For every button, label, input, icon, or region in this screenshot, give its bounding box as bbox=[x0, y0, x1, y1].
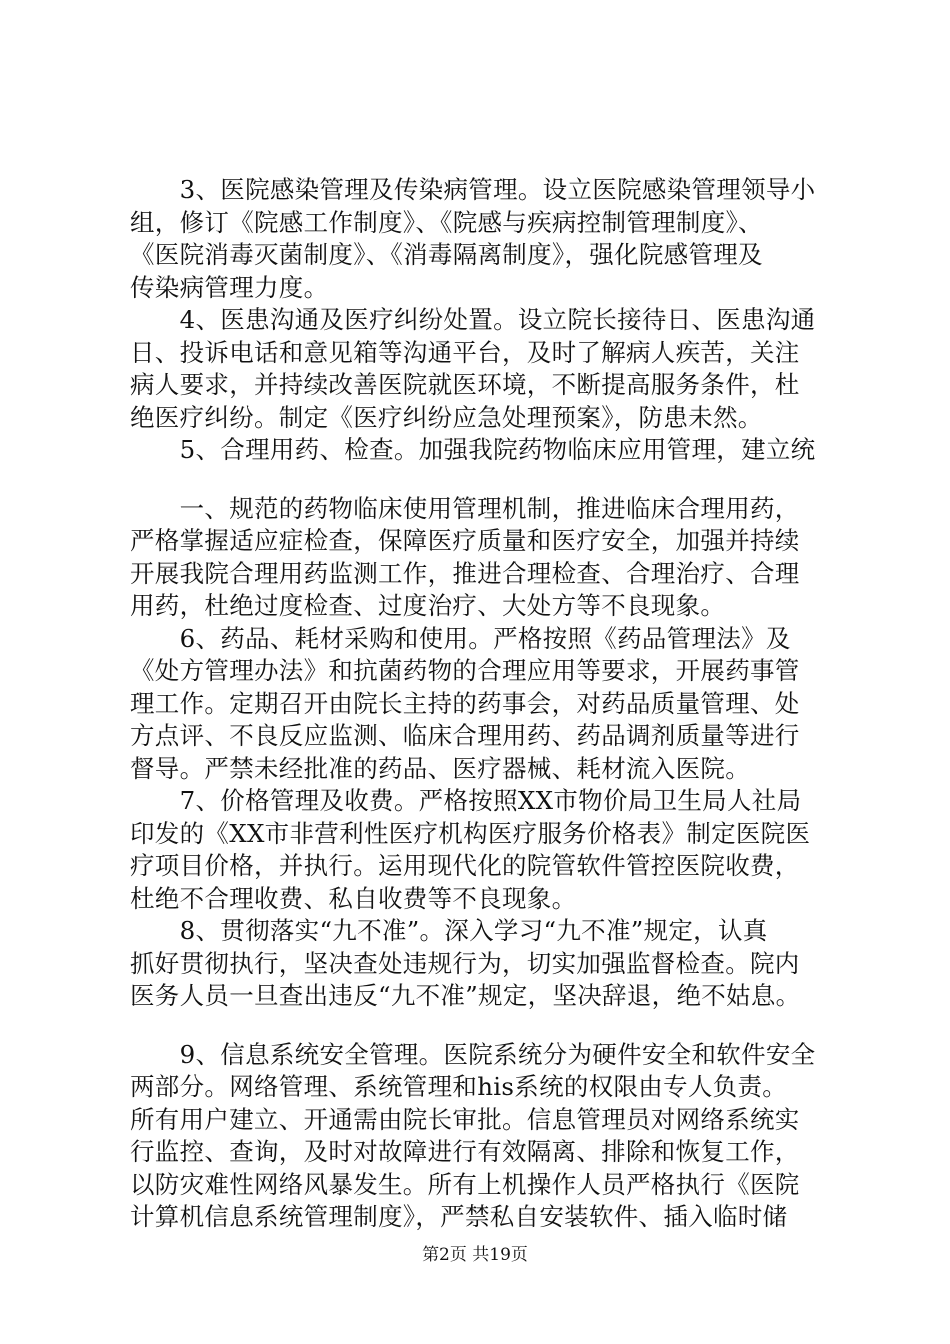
text-line: 医务人员一旦查出违反“九不准”规定，坚决辞退，绝不姑息。 bbox=[130, 981, 801, 1010]
text-line: 印发的《XX市非营利性医疗机构医疗服务价格表》制定医院医 bbox=[130, 818, 811, 848]
text-line: 3、医院感染管理及传染病管理。设立医院感染管理领导小 bbox=[130, 175, 816, 204]
text-line: 行监控、查询，及时对故障进行有效隔离、排除和恢复工作， bbox=[130, 1137, 800, 1166]
paragraph-5-continued bbox=[130, 493, 830, 623]
text-line: 抓好贯彻执行，坚决查处违规行为，切实加强监督检查。院内 bbox=[130, 948, 800, 978]
text-line: 督导。严禁未经批准的药品、医疗器械、耗材流入医院。 bbox=[130, 753, 750, 783]
paragraph-8 bbox=[130, 915, 830, 1013]
paragraph-5 bbox=[130, 434, 830, 467]
text-line: 两部分。网络管理、系统管理和his系统的权限由专人负责。 bbox=[130, 1072, 788, 1101]
document-body bbox=[130, 174, 830, 1234]
page-footer: 第2页 共19页 bbox=[422, 1245, 528, 1265]
text-line: 杜绝不合理收费、私自收费等不良现象。 bbox=[130, 883, 577, 913]
paragraph-7 bbox=[130, 785, 830, 915]
text-line: 日、投诉电话和意见箱等沟通平台，及时了解病人疾苦，关注 bbox=[130, 337, 800, 367]
text-line: 5、合理用药、检查。加强我院药物临床应用管理，建立统 bbox=[130, 435, 816, 464]
text-line: 理工作。定期召开由院长主持的药事会，对药品质量管理、处 bbox=[130, 688, 800, 718]
text-line: 用药，杜绝过度检查、过度治疗、大处方等不良现象。 bbox=[130, 591, 726, 620]
paragraph-3 bbox=[130, 174, 830, 304]
text-line: 严格掌握适应症检查，保障医疗质量和医疗安全，加强并持续 bbox=[130, 526, 800, 555]
text-line: 病人要求，并持续改善医院就医环境，不断提高服务条件，杜 bbox=[130, 370, 800, 399]
text-line: 7、价格管理及收费。严格按照XX市物价局卫生局人社局 bbox=[130, 786, 802, 815]
paragraph-gap bbox=[130, 1013, 830, 1039]
text-line: 8、贯彻落实“九不准”。深入学习“九不准”规定，认真 bbox=[130, 916, 768, 945]
text-line: 传染病管理力度。 bbox=[130, 272, 329, 302]
text-line: 所有用户建立、开通需由院长审批。信息管理员对网络系统实 bbox=[130, 1104, 800, 1134]
paragraph-6 bbox=[130, 623, 830, 786]
text-line: 疗项目价格，并执行。运用现代化的院管软件管控医院收费， bbox=[130, 851, 800, 880]
text-line: 组，修订《院感工作制度》、《院感与疾病控制管理制度》、 bbox=[130, 207, 763, 237]
text-line: 一、规范的药物临床使用管理机制，推进临床合理用药， bbox=[130, 493, 800, 523]
text-line: 9、信息系统安全管理。医院系统分为硬件安全和软件安全 bbox=[130, 1039, 816, 1069]
text-line: 《医院消毒灭菌制度》、《消毒隔离制度》，强化院感管理及 bbox=[130, 240, 763, 269]
text-line: 以防灾难性网络风暴发生。所有上机操作人员严格执行《医院 bbox=[130, 1169, 800, 1199]
text-line: 开展我院合理用药监测工作，推进合理检查、合理治疗、合理 bbox=[130, 558, 800, 588]
paragraph-9 bbox=[130, 1039, 830, 1234]
text-line: 6、药品、耗材采购和使用。严格按照《药品管理法》及 bbox=[130, 623, 791, 653]
paragraph-gap bbox=[130, 467, 830, 493]
text-line: 绝医疗纠纷。制定《医疗纠纷应急处理预案》，防患未然。 bbox=[130, 402, 763, 432]
paragraph-4 bbox=[130, 304, 830, 434]
text-line: 计算机信息系统管理制度》，严禁私自安装软件、插入临时储 bbox=[130, 1202, 788, 1231]
text-line: 方点评、不良反应监测、临床合理用药、药品调剂质量等进行 bbox=[130, 721, 800, 750]
text-line: 4、医患沟通及医疗纠纷处置。设立院长接待日、医患沟通 bbox=[130, 305, 816, 334]
text-line: 《处方管理办法》和抗菌药物的合理应用等要求，开展药事管 bbox=[130, 656, 800, 685]
